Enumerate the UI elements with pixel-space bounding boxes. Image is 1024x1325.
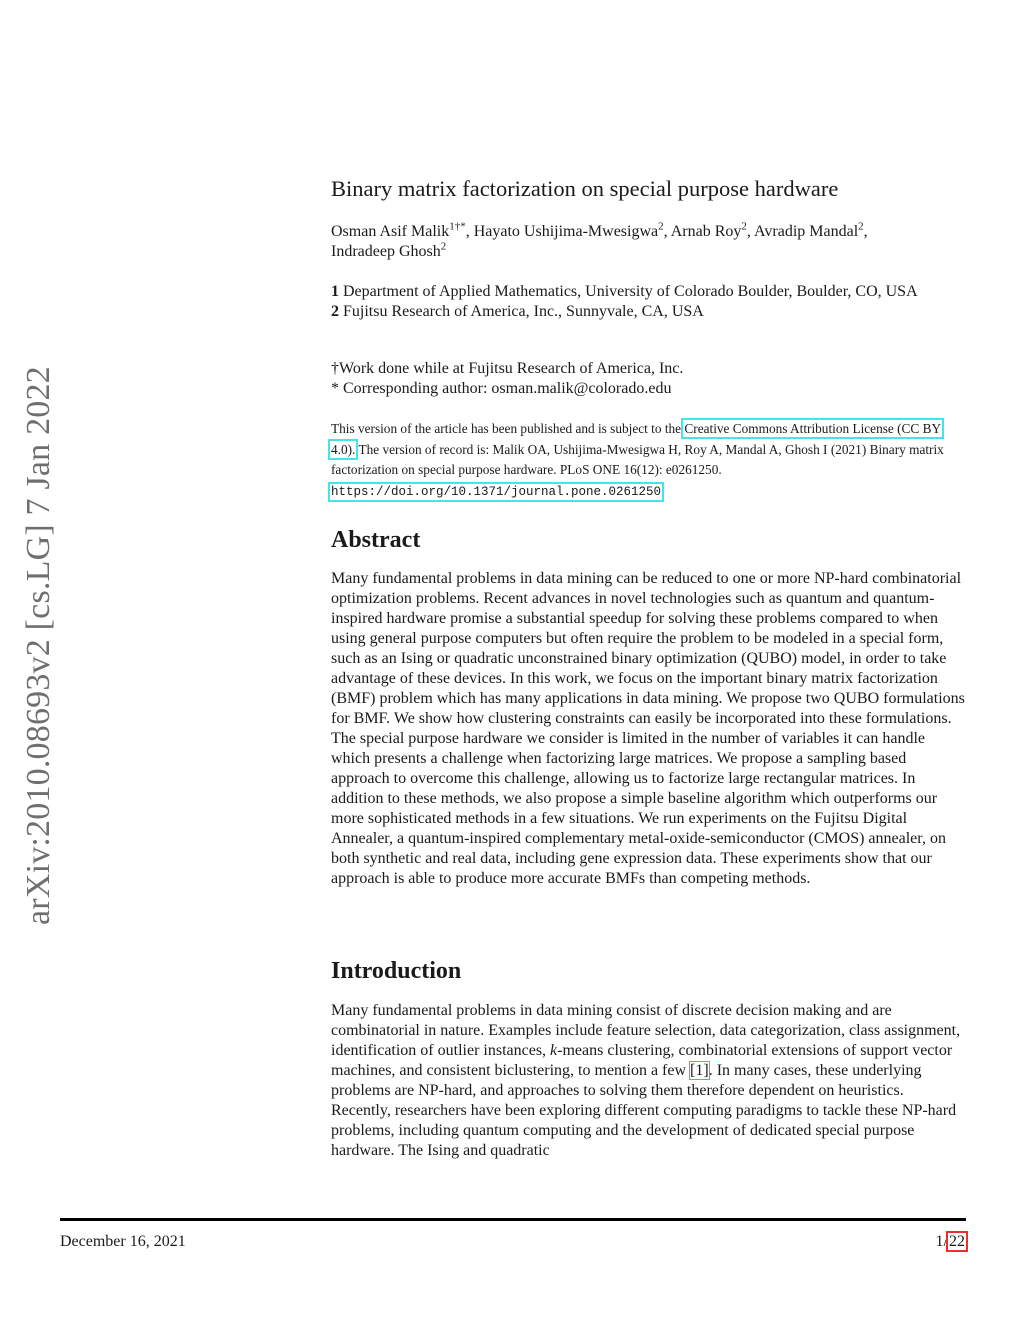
author-name: Arnab Roy: [670, 223, 742, 240]
license-statement: [331, 419, 966, 502]
affiliation-text: Fujitsu Research of America, Inc., Sunnyvale, CA, USA: [343, 303, 704, 320]
author-name: Indradeep Ghosh: [331, 243, 441, 260]
arxiv-stamp: arXiv:2010.08693v2 [cs.LG] 7 Jan 2022: [20, 366, 57, 925]
paper-title: Binary matrix factorization on special purpose hardware: [331, 176, 839, 201]
author-affil-marker: 1†*: [449, 220, 466, 233]
page-number: [936, 1233, 966, 1251]
affiliation-number: 2: [331, 303, 339, 320]
author-name: Avradip Mandal: [754, 223, 859, 240]
citation-link[interactable]: [1]: [690, 1062, 709, 1079]
author-name: Osman Asif Malik: [331, 223, 450, 240]
license-prefix: This version of the article has been published and is subject to the: [331, 421, 682, 436]
abstract-heading: Abstract: [331, 527, 421, 553]
doi-link[interactable]: https://doi.org/10.1371/journal.pone.0261250: [331, 484, 662, 499]
affiliation: [331, 282, 966, 302]
dagger-note: †Work done while at Fujitsu Research of America, Inc.: [331, 360, 684, 377]
intro-text: -means clustering, combinatorial extensions of support vector machines, and consistent biclustering, to mention a few: [331, 1042, 953, 1079]
introduction-text: [331, 1001, 966, 1161]
author-affil-marker: 2: [741, 220, 747, 233]
corresponding-author-note: * Corresponding author: osman.malik@colorado.edu: [331, 380, 672, 397]
author-notes: [331, 359, 966, 399]
introduction-heading: Introduction: [331, 958, 462, 984]
record-citation: The version of record is: Malik OA, Ushijima-Mwesigwa H, Roy A, Mandal A, Ghosh I (2021) Binary matrix factorization on special purpose hardware. PLoS ONE 16(12): e0261250.: [331, 441, 944, 477]
abstract-text: Many fundamental problems in data mining can be reduced to one or more NP-hard combinatorial optimization problems. Recent advances in novel technologies such as quantum and quantum-inspired hardware promise a substantial speedup for solving these problems compared to when using general purpose computers but often require the problem to be modeled in a special form, such as an Ising or quadratic unconstrained binary optimization (QUBO) model, in order to take advantage of these devices. In this work, we focus on the important binary matrix factorization (BMF) problem which has many applications in data mining. We propose two QUBO formulations for BMF. We show how clustering constraints can easily be incorporated into these formulations. The special purpose hardware we consider is limited in the number of variables it can handle which presents a challenge when factorizing large matrices. We propose a sampling based approach to overcome this challenge, allowing us to factorize large rectangular matrices. In addition to these methods, we also propose a simple baseline algorithm which outperforms our more sophisticated methods in a few situations. We run experiments on the Fujitsu Digital Annealer, a quantum-inspired complementary metal-oxide-semiconductor (CMOS) annealer, on both synthetic and real data, including gene expression data. These experiments show that our approach is able to produce more accurate BMFs than competing methods.: [331, 570, 965, 887]
author-list: Osman Asif Malik$^{1\dagger*}$, Hayato Ushijima-Mwesigwa$^2$, Arnab Roy$^2$, Avradip Mandal$^2$, Indradeep Ghosh$^2$: [331, 220, 868, 260]
intro-text: Many fundamental problems in data mining consist of discrete decision making and are combinatorial in nature. Examples include feature selection, data categorization, class assignment, identification of outlier instances,: [331, 1002, 961, 1059]
page-total-link[interactable]: 22: [949, 1233, 965, 1250]
footer-rule: [60, 1218, 966, 1221]
page-current: 1/: [935, 1233, 948, 1250]
author-affil-marker: 2: [440, 240, 447, 253]
affiliations: [331, 282, 966, 322]
author-affil-marker: 2: [858, 220, 864, 233]
affiliation-text: Department of Applied Mathematics, University of Colorado Boulder, Boulder, CO, USA: [343, 283, 918, 300]
intro-text: . In many cases, these underlying problems are NP-hard, and approaches to solving them therefore dependent on heuristics. Recently, researchers have been exploring different computing paradigms to tackle these NP-hard problems, including quantum computing and the development of dedicated special purpose hardware. The Ising and quadratic: [331, 1062, 957, 1159]
author-name: Hayato Ushijima-Mwesigwa: [473, 223, 659, 240]
k-variable: k: [550, 1042, 558, 1059]
license-link[interactable]: Creative Commons Attribution License (CC BY 4.0).: [331, 421, 941, 457]
author-affil-marker: 2: [658, 220, 664, 233]
affiliation-number: 1: [331, 283, 339, 300]
footer-date: December 16, 2021: [60, 1233, 186, 1250]
affiliation: [331, 302, 966, 322]
